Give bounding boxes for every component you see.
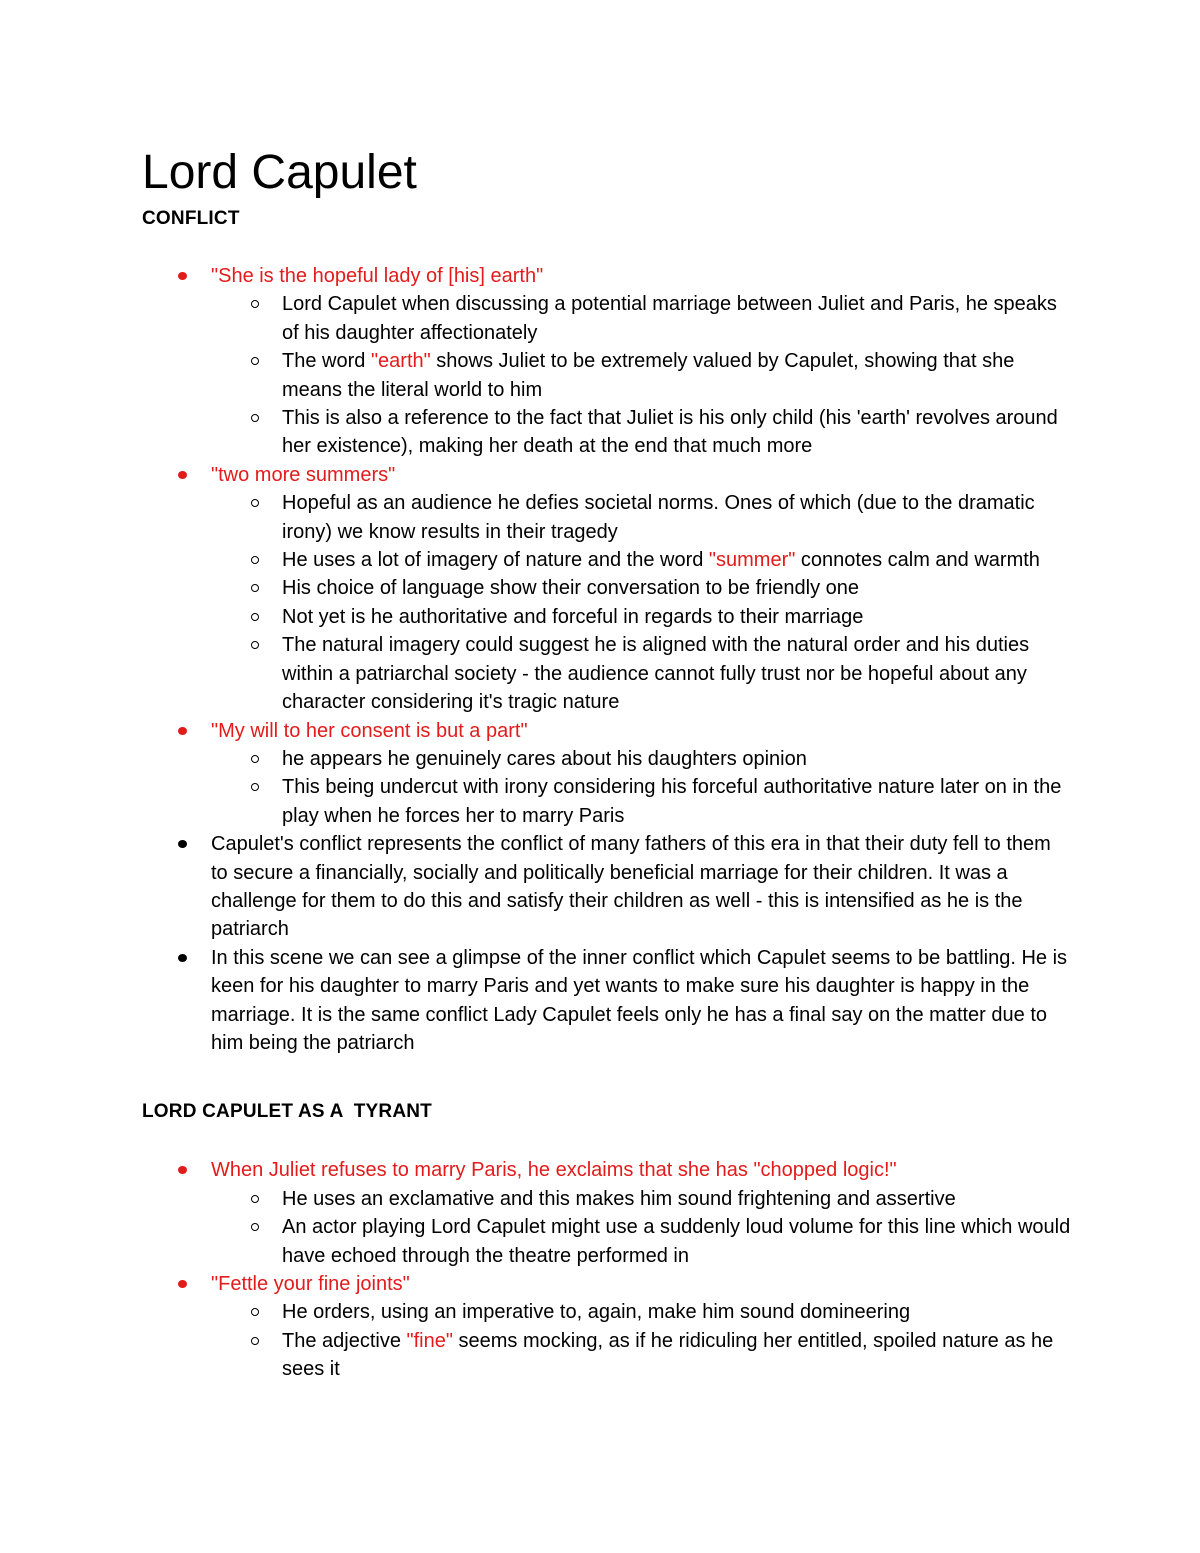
- quote-text: "My will to her consent is but a part": [211, 719, 528, 742]
- bullet-circle-icon: [251, 1308, 259, 1316]
- list-item: [142, 262, 1072, 461]
- list-item: [142, 830, 1072, 944]
- note-text: This is also a reference to the fact that Juliet is his only child (his 'earth' revolves around her existence), making her death at the end that much more: [282, 407, 1058, 458]
- note-text: The adjective: [282, 1329, 407, 1352]
- list-item: [142, 717, 1072, 831]
- bullet-circle-icon: [251, 414, 259, 422]
- bullet-dot-icon: [178, 1280, 187, 1288]
- note-text: Hopeful as an audience he defies societal norms. Ones of which (due to the dramatic irony) we know results in their tragedy: [282, 492, 1035, 543]
- sub-list-item: [211, 631, 1072, 716]
- page-title: Lord Capulet: [142, 146, 417, 199]
- quote-text: "two more summers": [211, 463, 396, 486]
- note-text: His choice of language show their conversation to be friendly one: [282, 577, 860, 600]
- sub-list-item: [211, 546, 1072, 574]
- sub-list-item: [211, 290, 1072, 347]
- note-text: He uses a lot of imagery of nature and the word: [282, 549, 709, 572]
- paragraph-text: In this scene we can see a glimpse of the inner conflict which Capulet seems to be battling. He is keen for his daughter to marry Paris and yet wants to make sure his daughter is happy in the marriage. It is the same conflict Lady Capulet feels only he has a final say on the matter due to him being the patriarch: [211, 946, 1068, 1054]
- note-text: shows Juliet to be extremely valued by Capulet, showing that she means the literal world to him: [282, 350, 1015, 401]
- list-item: [142, 1270, 1072, 1384]
- quote-text: When Juliet refuses to marry Paris, he exclaims that she has "chopped logic!": [211, 1159, 897, 1182]
- bullet-circle-icon: [251, 584, 259, 592]
- list-item: [142, 944, 1072, 1058]
- note-text: he appears he genuinely cares about his daughters opinion: [282, 747, 807, 770]
- bullet-circle-icon: [251, 755, 259, 763]
- bullet-dot-icon: [178, 1166, 187, 1174]
- sub-list-item: [211, 404, 1072, 461]
- section-heading-tyrant: LORD CAPULET AS A TYRANT: [142, 1101, 432, 1123]
- bullet-circle-icon: [251, 1337, 259, 1345]
- sub-list-item: [211, 1185, 1072, 1213]
- bullet-circle-icon: [251, 300, 259, 308]
- quote-text: "She is the hopeful lady of [his] earth": [211, 265, 544, 287]
- note-text: The natural imagery could suggest he is aligned with the natural order and his duties within a patriarchal society - the audience cannot fully trust nor be hopeful about any character considering it's tragic nature: [282, 634, 1030, 714]
- quoted-word: "summer": [708, 549, 796, 572]
- bullet-dot-icon: [178, 471, 187, 479]
- sub-list-item: [211, 1298, 1072, 1326]
- note-text: He orders, using an imperative to, again, make him sound domineering: [282, 1301, 911, 1324]
- sub-list-item: [211, 603, 1072, 631]
- sub-list-item: [211, 745, 1072, 773]
- note-text: Lord Capulet when discussing a potential marriage between Juliet and Paris, he speaks of his daughter affectionately: [282, 293, 1057, 344]
- bullet-circle-icon: [251, 783, 259, 791]
- bullet-circle-icon: [251, 641, 259, 649]
- bullet-dot-icon: [178, 727, 187, 735]
- list-item: [142, 1156, 1072, 1270]
- bullet-dot-icon: [178, 272, 187, 280]
- note-text: The word: [282, 350, 371, 373]
- quoted-word: "fine": [406, 1329, 453, 1352]
- bullet-dot-icon: [178, 840, 187, 848]
- quote-text: "Fettle your fine joints": [211, 1273, 410, 1295]
- note-text: seems mocking, as if he ridiculing her entitled, spoiled nature as he sees it: [282, 1329, 1054, 1381]
- paragraph-text: Capulet's conflict represents the conflict of many fathers of this era in that their duty fell to them to secure a financially, socially and politically beneficial marriage for their children. It was a challenge for them to do this and satisfy their children as well - this is intensified as he is the patriarch: [211, 833, 1051, 941]
- bullet-circle-icon: [251, 499, 259, 507]
- sub-list-item: [211, 1327, 1072, 1384]
- section-heading-conflict: CONFLICT: [142, 208, 240, 229]
- sub-list-item: [211, 773, 1072, 830]
- note-text: An actor playing Lord Capulet might use a suddenly loud volume for this line which would have echoed through the theatre performed in: [282, 1216, 1071, 1267]
- bullet-circle-icon: [251, 1195, 259, 1203]
- conflict-list: [142, 262, 1072, 1057]
- tyrant-list: [142, 1156, 1072, 1383]
- sub-list-item: [211, 489, 1072, 546]
- sub-list-item: [211, 1213, 1072, 1270]
- quoted-word: "earth": [370, 350, 431, 373]
- note-text: This being undercut with irony considering his forceful authoritative nature later on in the play when he forces her to marry Paris: [282, 776, 1062, 827]
- bullet-circle-icon: [251, 613, 259, 621]
- list-item: [142, 461, 1072, 717]
- sub-list-item: [211, 347, 1072, 404]
- note-text: Not yet is he authoritative and forceful in regards to their marriage: [282, 605, 864, 628]
- bullet-dot-icon: [178, 954, 187, 962]
- note-text: He uses an exclamative and this makes him sound frightening and assertive: [282, 1187, 956, 1210]
- document-content: [142, 143, 1072, 1384]
- sub-list-item: [211, 574, 1072, 602]
- note-text: connotes calm and warmth: [795, 549, 1040, 572]
- bullet-circle-icon: [251, 556, 259, 564]
- bullet-circle-icon: [251, 1223, 259, 1231]
- bullet-circle-icon: [251, 357, 259, 365]
